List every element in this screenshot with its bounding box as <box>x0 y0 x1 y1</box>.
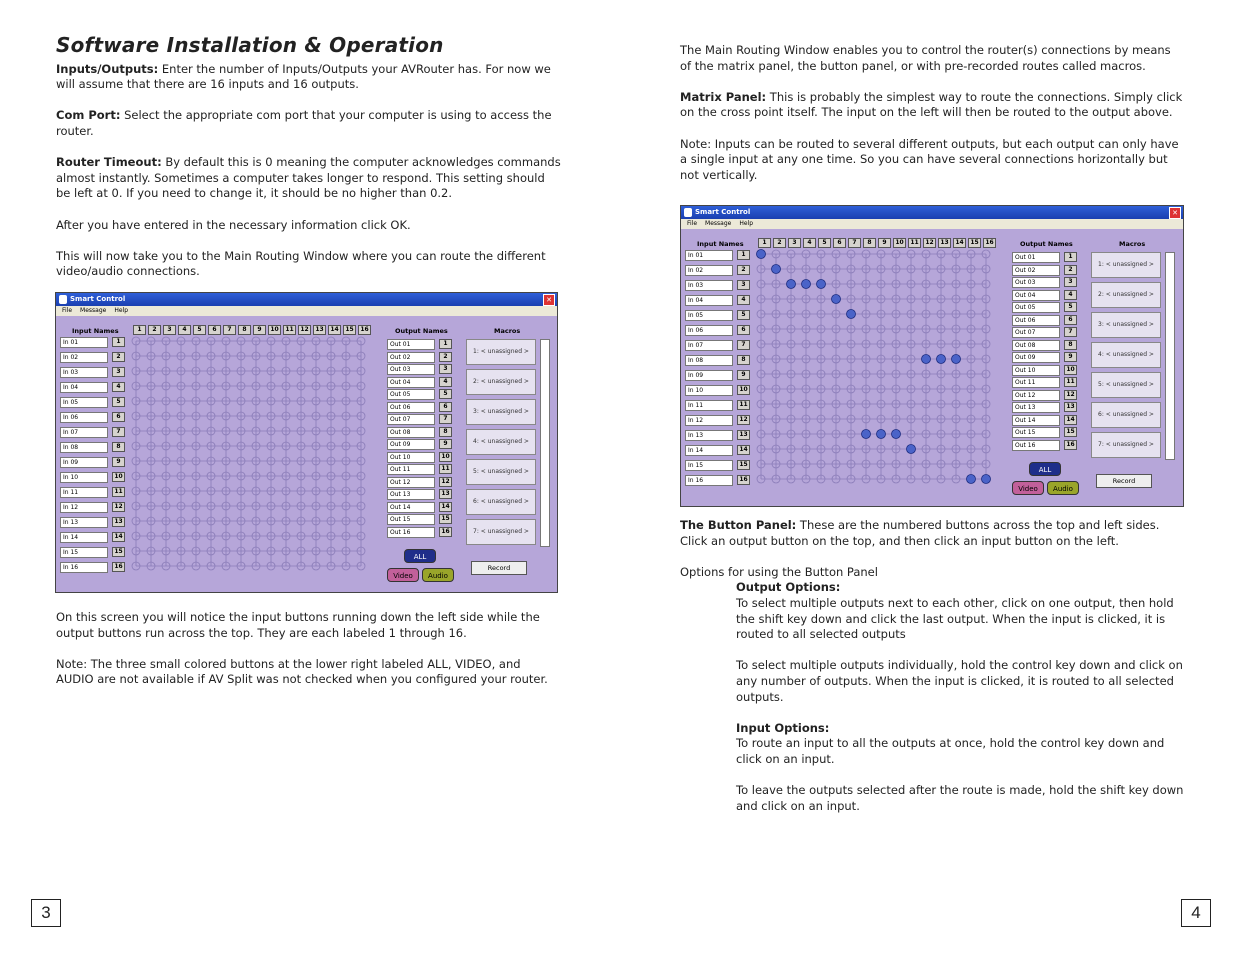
input-name-field[interactable]: In 05 <box>685 310 733 321</box>
output-button-4[interactable]: 4 <box>178 325 191 335</box>
input-option-2: To leave the outputs selected after the route is made, hold the shift key down and click on an input. <box>736 783 1184 813</box>
menu-help[interactable]: Help <box>739 220 754 227</box>
input-name-field[interactable]: In 03 <box>60 367 108 378</box>
macro-button[interactable]: 6: < unassigned > <box>1091 402 1161 428</box>
audio-button[interactable]: Audio <box>1047 481 1079 495</box>
paragraph-button-panel <box>680 518 1185 549</box>
output-side-button-9[interactable]: 9 <box>439 439 452 449</box>
input-name-field[interactable]: In 13 <box>685 430 733 441</box>
output-options-block <box>736 580 1185 814</box>
button-panel-label: The Button Panel: <box>680 518 797 532</box>
crosspoint-active <box>847 310 856 319</box>
crosspoint-active <box>907 445 916 454</box>
crosspoint-active <box>952 355 961 364</box>
output-side-button-8[interactable]: 8 <box>439 427 452 437</box>
output-button-3[interactable]: 3 <box>788 238 801 248</box>
output-button-11[interactable]: 11 <box>908 238 921 248</box>
input-name-field[interactable]: In 01 <box>685 250 733 261</box>
output-button-8[interactable]: 8 <box>863 238 876 248</box>
input-name-field[interactable]: In 07 <box>685 340 733 351</box>
crosspoint-active <box>802 280 811 289</box>
input-name-field[interactable]: In 14 <box>685 445 733 456</box>
input-name-field[interactable]: In 08 <box>60 442 108 453</box>
com-label: Com Port: <box>56 108 121 123</box>
output-button-13[interactable]: 13 <box>938 238 951 248</box>
output-side-button-16[interactable]: 16 <box>1064 440 1077 450</box>
title-bar <box>56 293 557 306</box>
paragraph-com-port <box>56 108 561 139</box>
left-column <box>56 33 561 296</box>
output-button-5[interactable]: 5 <box>818 238 831 248</box>
output-side-button-6[interactable]: 6 <box>1064 315 1077 325</box>
output-names-label: Output Names <box>1020 240 1073 248</box>
input-button-1[interactable]: 1 <box>737 250 750 260</box>
smart-control-window-routed <box>680 205 1184 507</box>
crosspoint-active <box>922 355 931 364</box>
output-button-1[interactable]: 1 <box>758 238 771 248</box>
macro-button[interactable]: 2: < unassigned > <box>466 369 536 395</box>
output-option-1: To select multiple outputs next to each other, click on one output, then hold the shift key down and click the last output. When the input is clicked, it is routed to all selected outputs <box>736 595 1174 642</box>
output-name-field[interactable]: Out 09 <box>387 439 435 450</box>
macro-button[interactable]: 2: < unassigned > <box>1091 282 1161 308</box>
input-name-field[interactable]: In 02 <box>60 352 108 363</box>
input-name-field[interactable]: In 11 <box>685 400 733 411</box>
input-options-heading: Input Options: <box>736 720 830 735</box>
paragraph-notice: On this screen you will notice the input buttons running down the left side while the output buttons run across the top. They are each labeled 1 through 16. <box>56 610 540 640</box>
app-icon <box>684 208 692 217</box>
output-side-button-2[interactable]: 2 <box>1064 265 1077 275</box>
input-button-8[interactable]: 8 <box>112 442 125 452</box>
output-side-button-5[interactable]: 5 <box>1064 302 1077 312</box>
all-button[interactable]: ALL <box>404 549 436 563</box>
output-side-button-8[interactable]: 8 <box>1064 340 1077 350</box>
output-name-field[interactable]: Out 02 <box>1012 265 1060 276</box>
page-number-left: 3 <box>31 899 61 927</box>
menu-bar <box>56 306 557 316</box>
timeout-text: By default this is 0 meaning the computer acknowledges commands almost instantly. Sometimes a computer takes longer to respond. This setting should be left at 0. If you need to change it, it should be no higher than 0.2. <box>56 155 561 201</box>
menu-bar <box>681 219 1183 229</box>
macros-scrollbar[interactable] <box>540 339 550 547</box>
output-name-field[interactable]: Out 05 <box>1012 302 1060 313</box>
input-button-10[interactable]: 10 <box>737 385 750 395</box>
output-button-15[interactable]: 15 <box>343 325 356 335</box>
crosspoint-active <box>832 295 841 304</box>
output-side-button-11[interactable]: 11 <box>1064 377 1077 387</box>
output-name-field[interactable]: Out 06 <box>387 402 435 413</box>
output-name-field[interactable]: Out 12 <box>387 477 435 488</box>
macro-button[interactable]: 5: < unassigned > <box>1091 372 1161 398</box>
page-title: Software Installation & Operation <box>56 33 444 57</box>
output-side-button-14[interactable]: 14 <box>439 502 452 512</box>
input-button-4[interactable]: 4 <box>112 382 125 392</box>
paragraph-note-routing: Note: Inputs can be routed to several different outputs, but each output can only have a single input at any one time. So you can have several connections horizontally but not vertically. <box>680 136 1179 182</box>
output-button-6[interactable]: 6 <box>208 325 221 335</box>
macros-label: Macros <box>494 327 521 335</box>
output-side-button-13[interactable]: 13 <box>1064 402 1077 412</box>
output-name-field[interactable]: Out 07 <box>1012 327 1060 338</box>
input-names-label: Input Names <box>72 327 119 335</box>
output-options-heading: Output Options: <box>736 580 841 595</box>
crosspoint-active <box>937 355 946 364</box>
input-button-4[interactable]: 4 <box>737 295 750 305</box>
inputs-text: Enter the number of Inputs/Outputs your AVRouter has. For now we will assume that there are 16 inputs and 16 outputs. <box>56 61 551 92</box>
input-options-label <box>736 721 1185 737</box>
crosspoint-active <box>787 280 796 289</box>
video-button[interactable]: Video <box>387 568 419 582</box>
output-side-button-6[interactable]: 6 <box>439 402 452 412</box>
macro-button[interactable]: 3: < unassigned > <box>466 399 536 425</box>
output-side-button-16[interactable]: 16 <box>439 527 452 537</box>
input-button-9[interactable]: 9 <box>112 457 125 467</box>
input-button-15[interactable]: 15 <box>112 547 125 557</box>
output-name-field[interactable]: Out 01 <box>1012 252 1060 263</box>
window-title: Smart Control <box>70 295 126 303</box>
input-name-field[interactable]: In 09 <box>60 457 108 468</box>
output-name-field[interactable]: Out 02 <box>387 352 435 363</box>
output-button-11[interactable]: 11 <box>283 325 296 335</box>
output-name-field[interactable]: Out 16 <box>387 527 435 538</box>
output-button-15[interactable]: 15 <box>968 238 981 248</box>
output-name-field[interactable]: Out 06 <box>1012 315 1060 326</box>
input-button-7[interactable]: 7 <box>737 340 750 350</box>
output-name-field[interactable]: Out 14 <box>1012 415 1060 426</box>
right-column <box>680 43 1185 199</box>
audio-button[interactable]: Audio <box>422 568 454 582</box>
menu-file[interactable]: File <box>687 220 698 227</box>
input-button-6[interactable]: 6 <box>737 325 750 335</box>
output-button-10[interactable]: 10 <box>893 238 906 248</box>
input-button-3[interactable]: 3 <box>737 280 750 290</box>
output-side-button-13[interactable]: 13 <box>439 489 452 499</box>
output-name-field[interactable]: Out 01 <box>387 339 435 350</box>
output-side-button-4[interactable]: 4 <box>1064 290 1077 300</box>
paragraph-options: Options for using the Button Panel <box>680 564 878 579</box>
output-option-2: To select multiple outputs individually, hold the control key down and click on any number of outputs. When the input is clicked, it is routed to all selected outputs. <box>736 658 1183 704</box>
input-name-field[interactable]: In 06 <box>60 412 108 423</box>
matrix-label: Matrix Panel: <box>680 89 767 104</box>
output-name-field[interactable]: Out 16 <box>1012 440 1060 451</box>
output-name-field[interactable]: Out 15 <box>1012 427 1060 438</box>
output-name-field[interactable]: Out 11 <box>1012 377 1060 388</box>
paragraph-inputs <box>56 62 561 93</box>
output-side-button-11[interactable]: 11 <box>439 464 452 474</box>
crosspoint-active <box>982 475 991 484</box>
app-icon <box>59 295 67 304</box>
output-button-12[interactable]: 12 <box>298 325 311 335</box>
output-side-button-4[interactable]: 4 <box>439 377 452 387</box>
output-button-7[interactable]: 7 <box>223 325 236 335</box>
input-button-2[interactable]: 2 <box>112 352 125 362</box>
crosspoint-active <box>877 430 886 439</box>
input-button-11[interactable]: 11 <box>737 400 750 410</box>
output-button-1[interactable]: 1 <box>133 325 146 335</box>
output-name-field[interactable]: Out 08 <box>1012 340 1060 351</box>
input-button-16[interactable]: 16 <box>112 562 125 572</box>
paragraph-main-window: This will now take you to the Main Routing Window where you can route the different video/audio connections. <box>56 248 546 279</box>
output-name-field[interactable]: Out 03 <box>387 364 435 375</box>
output-button-14[interactable]: 14 <box>328 325 341 335</box>
output-options-label <box>736 580 1185 596</box>
title-bar <box>681 206 1183 219</box>
output-button-14[interactable]: 14 <box>953 238 966 248</box>
input-name-field[interactable]: In 13 <box>60 517 108 528</box>
macro-button[interactable]: 7: < unassigned > <box>1091 432 1161 458</box>
input-name-field[interactable]: In 12 <box>685 415 733 426</box>
input-name-field[interactable]: In 08 <box>685 355 733 366</box>
inputs-label: Inputs/Outputs: <box>56 61 159 76</box>
output-side-button-1[interactable]: 1 <box>439 339 452 349</box>
paragraph-matrix <box>680 90 1185 121</box>
crosspoint-active <box>772 265 781 274</box>
input-name-field[interactable]: In 16 <box>685 475 733 486</box>
output-side-button-1[interactable]: 1 <box>1064 252 1077 262</box>
input-button-12[interactable]: 12 <box>112 502 125 512</box>
output-name-field[interactable]: Out 04 <box>1012 290 1060 301</box>
output-name-field[interactable]: Out 04 <box>387 377 435 388</box>
all-button[interactable]: ALL <box>1029 462 1061 476</box>
macro-button[interactable]: 1: < unassigned > <box>466 339 536 365</box>
output-name-field[interactable]: Out 10 <box>1012 365 1060 376</box>
input-name-field[interactable]: In 06 <box>685 325 733 336</box>
output-button-6[interactable]: 6 <box>833 238 846 248</box>
crosspoint-matrix[interactable] <box>128 333 368 573</box>
output-button-16[interactable]: 16 <box>983 238 996 248</box>
input-button-6[interactable]: 6 <box>112 412 125 422</box>
paragraph-after: After you have entered in the necessary information click OK. <box>56 217 411 232</box>
button-panel-text: These are the numbered buttons across the top and left sides. Click an output button on the top, and then click an input button on the left. <box>680 518 1160 548</box>
video-button[interactable]: Video <box>1012 481 1044 495</box>
menu-help[interactable]: Help <box>114 307 129 314</box>
macro-button[interactable]: 5: < unassigned > <box>466 459 536 485</box>
macro-button[interactable]: 6: < unassigned > <box>466 489 536 515</box>
crosspoint-active <box>757 250 766 259</box>
input-button-14[interactable]: 14 <box>737 445 750 455</box>
output-side-button-9[interactable]: 9 <box>1064 352 1077 362</box>
macro-button[interactable]: 3: < unassigned > <box>1091 312 1161 338</box>
output-side-button-15[interactable]: 15 <box>1064 427 1077 437</box>
output-button-2[interactable]: 2 <box>148 325 161 335</box>
close-icon[interactable]: ✕ <box>1169 207 1181 219</box>
left-column-lower <box>56 610 561 704</box>
output-button-12[interactable]: 12 <box>923 238 936 248</box>
input-name-field[interactable]: In 07 <box>60 427 108 438</box>
input-button-1[interactable]: 1 <box>112 337 125 347</box>
output-name-field[interactable]: Out 15 <box>387 514 435 525</box>
input-name-field[interactable]: In 09 <box>685 370 733 381</box>
input-name-field[interactable]: In 15 <box>60 547 108 558</box>
smart-control-window-empty <box>55 292 558 593</box>
output-side-button-10[interactable]: 10 <box>1064 365 1077 375</box>
input-name-field[interactable]: In 11 <box>60 487 108 498</box>
input-name-field[interactable]: In 01 <box>60 337 108 348</box>
input-option-1: To route an input to all the outputs at once, hold the control key down and click on an input. <box>736 736 1165 766</box>
output-names-label: Output Names <box>395 327 448 335</box>
output-side-button-14[interactable]: 14 <box>1064 415 1077 425</box>
record-button[interactable]: Record <box>1096 474 1152 488</box>
input-name-field[interactable]: In 16 <box>60 562 108 573</box>
input-name-field[interactable]: In 10 <box>60 472 108 483</box>
output-name-field[interactable]: Out 13 <box>387 489 435 500</box>
output-side-button-5[interactable]: 5 <box>439 389 452 399</box>
paragraph-timeout <box>56 155 561 202</box>
input-button-5[interactable]: 5 <box>112 397 125 407</box>
macro-button[interactable]: 4: < unassigned > <box>1091 342 1161 368</box>
output-button-8[interactable]: 8 <box>238 325 251 335</box>
input-name-field[interactable]: In 04 <box>60 382 108 393</box>
output-side-button-7[interactable]: 7 <box>439 414 452 424</box>
crosspoint-matrix[interactable] <box>753 246 993 486</box>
menu-message[interactable]: Message <box>80 307 107 314</box>
macro-button[interactable]: 7: < unassigned > <box>466 519 536 545</box>
output-name-field[interactable]: Out 13 <box>1012 402 1060 413</box>
input-button-5[interactable]: 5 <box>737 310 750 320</box>
output-button-10[interactable]: 10 <box>268 325 281 335</box>
output-side-button-12[interactable]: 12 <box>1064 390 1077 400</box>
input-button-3[interactable]: 3 <box>112 367 125 377</box>
output-button-16[interactable]: 16 <box>358 325 371 335</box>
input-name-field[interactable]: In 04 <box>685 295 733 306</box>
output-button-9[interactable]: 9 <box>253 325 266 335</box>
output-side-button-7[interactable]: 7 <box>1064 327 1077 337</box>
macros-scrollbar[interactable] <box>1165 252 1175 460</box>
output-button-5[interactable]: 5 <box>193 325 206 335</box>
output-name-field[interactable]: Out 08 <box>387 427 435 438</box>
input-button-13[interactable]: 13 <box>112 517 125 527</box>
crosspoint-active <box>862 430 871 439</box>
output-name-field[interactable]: Out 11 <box>387 464 435 475</box>
page-number-right: 4 <box>1181 899 1211 927</box>
output-side-button-2[interactable]: 2 <box>439 352 452 362</box>
output-name-field[interactable]: Out 09 <box>1012 352 1060 363</box>
macros-label: Macros <box>1119 240 1146 248</box>
input-button-15[interactable]: 15 <box>737 460 750 470</box>
timeout-label: Router Timeout: <box>56 155 162 170</box>
output-button-7[interactable]: 7 <box>848 238 861 248</box>
output-name-field[interactable]: Out 12 <box>1012 390 1060 401</box>
input-button-7[interactable]: 7 <box>112 427 125 437</box>
output-name-field[interactable]: Out 05 <box>387 389 435 400</box>
paragraph-intro: The Main Routing Window enables you to control the router(s) connections by means of the matrix panel, the button panel, or with pre-recorded routes called macros. <box>680 43 1171 73</box>
input-name-field[interactable]: In 05 <box>60 397 108 408</box>
input-button-8[interactable]: 8 <box>737 355 750 365</box>
right-column-lower <box>680 518 1185 830</box>
input-name-field[interactable]: In 15 <box>685 460 733 471</box>
output-name-field[interactable]: Out 03 <box>1012 277 1060 288</box>
input-button-10[interactable]: 10 <box>112 472 125 482</box>
output-side-button-15[interactable]: 15 <box>439 514 452 524</box>
output-button-9[interactable]: 9 <box>878 238 891 248</box>
com-text: Select the appropriate com port that your computer is using to access the router. <box>56 108 552 138</box>
menu-message[interactable]: Message <box>705 220 732 227</box>
output-side-button-12[interactable]: 12 <box>439 477 452 487</box>
output-name-field[interactable]: Out 14 <box>387 502 435 513</box>
output-button-3[interactable]: 3 <box>163 325 176 335</box>
output-button-4[interactable]: 4 <box>803 238 816 248</box>
menu-file[interactable]: File <box>62 307 73 314</box>
output-button-2[interactable]: 2 <box>773 238 786 248</box>
input-button-9[interactable]: 9 <box>737 370 750 380</box>
input-button-14[interactable]: 14 <box>112 532 125 542</box>
input-name-field[interactable]: In 12 <box>60 502 108 513</box>
matrix-text: This is probably the simplest way to route the connections. Simply click on the cross point itself. The input on the left will then be routed to the output above. <box>680 89 1183 120</box>
macro-button[interactable]: 4: < unassigned > <box>466 429 536 455</box>
input-name-field[interactable]: In 03 <box>685 280 733 291</box>
crosspoint-active <box>892 430 901 439</box>
output-name-field[interactable]: Out 10 <box>387 452 435 463</box>
input-button-13[interactable]: 13 <box>737 430 750 440</box>
input-name-field[interactable]: In 14 <box>60 532 108 543</box>
paragraph-note-colored: Note: The three small colored buttons at the lower right labeled ALL, VIDEO, and AUDIO are not available if AV Split was not checked when you configured your router. <box>56 656 548 687</box>
window-title: Smart Control <box>695 208 751 216</box>
output-name-field[interactable]: Out 07 <box>387 414 435 425</box>
output-side-button-3[interactable]: 3 <box>1064 277 1077 287</box>
input-name-field[interactable]: In 10 <box>685 385 733 396</box>
input-names-label: Input Names <box>697 240 744 248</box>
macro-button[interactable]: 1: < unassigned > <box>1091 252 1161 278</box>
input-button-16[interactable]: 16 <box>737 475 750 485</box>
input-button-11[interactable]: 11 <box>112 487 125 497</box>
output-side-button-3[interactable]: 3 <box>439 364 452 374</box>
output-side-button-10[interactable]: 10 <box>439 452 452 462</box>
close-icon[interactable]: ✕ <box>543 294 555 306</box>
input-button-2[interactable]: 2 <box>737 265 750 275</box>
crosspoint-active <box>967 475 976 484</box>
crosspoint-active <box>817 280 826 289</box>
output-button-13[interactable]: 13 <box>313 325 326 335</box>
input-name-field[interactable]: In 02 <box>685 265 733 276</box>
record-button[interactable]: Record <box>471 561 527 575</box>
input-button-12[interactable]: 12 <box>737 415 750 425</box>
